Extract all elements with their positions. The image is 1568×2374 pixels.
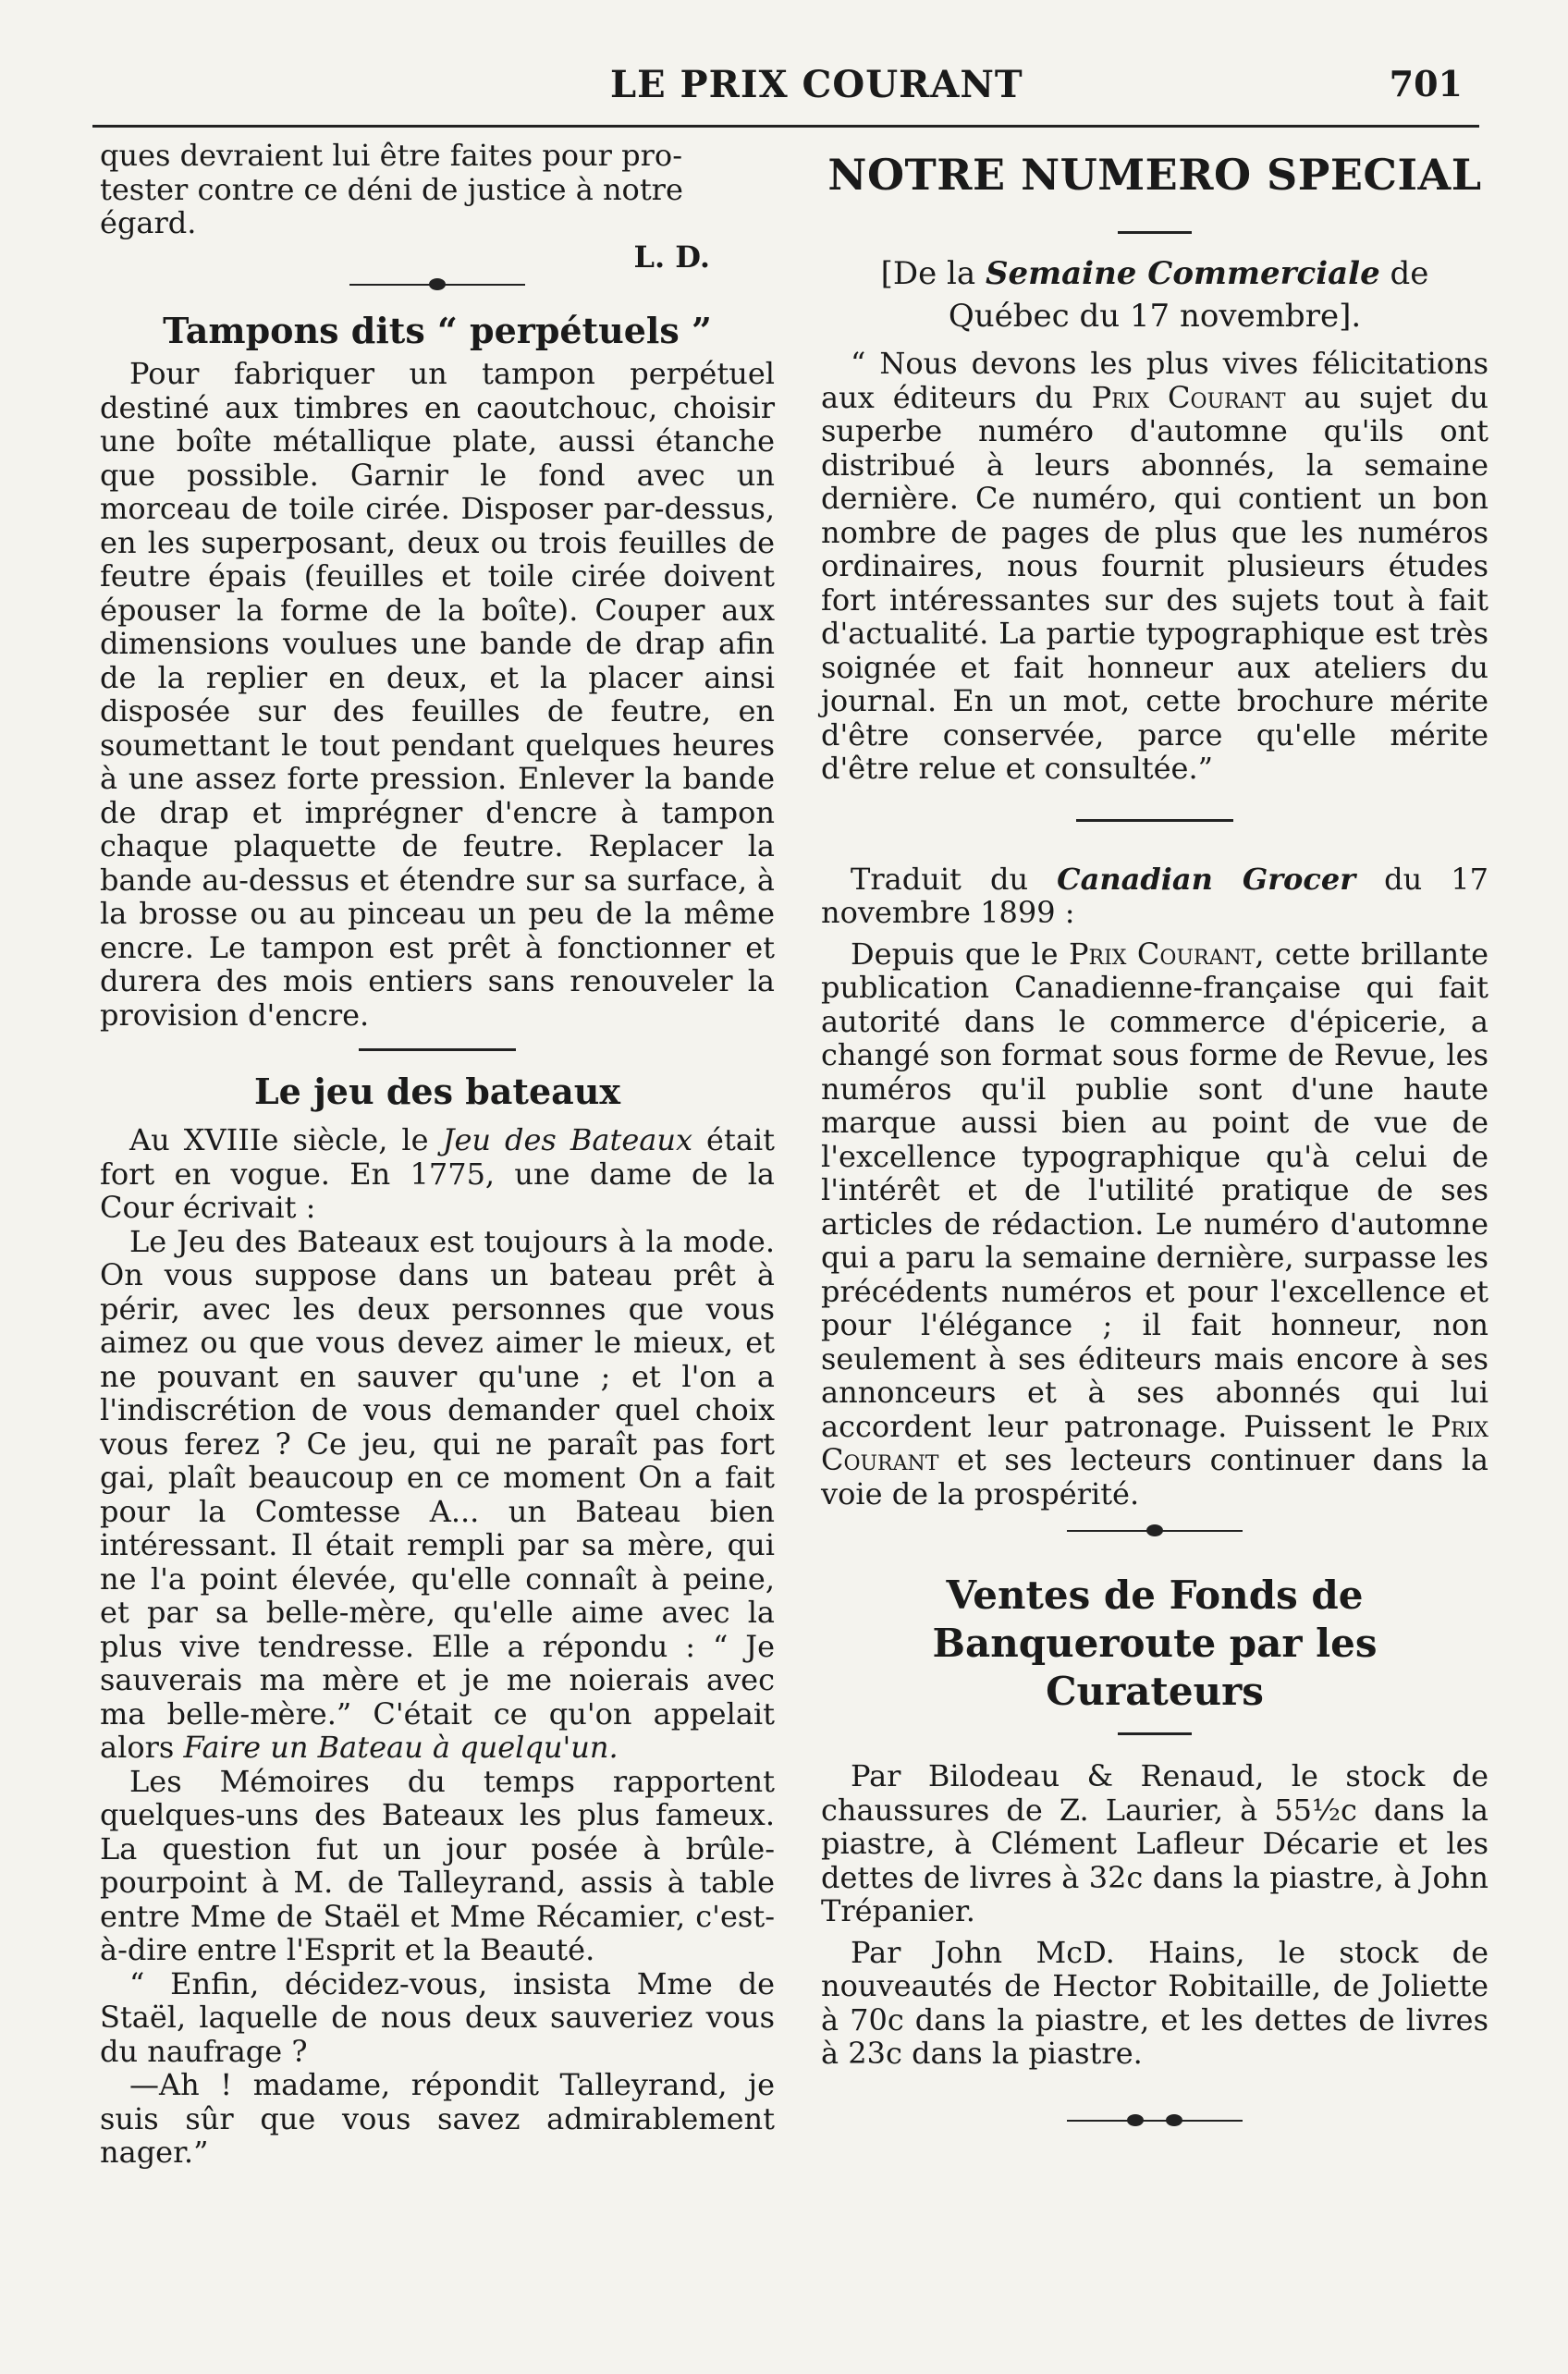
right-column bbox=[821, 139, 1488, 2128]
intro-line-1: ques devraient lui être faites pour pro- bbox=[100, 138, 682, 173]
bateaux-paragraph-3: Les Mémoires du temps rapportent quelques-uns des Bateaux les plus fameux. La question fut un jour posée à brûle-pourpoint à M. de Talleyrand, assis à table entre Mme de Staël et Mme Récamier, c'est-à-dire entre l'Esprit et la Beauté. bbox=[100, 1763, 775, 1967]
intro-line-3: égard. bbox=[100, 205, 197, 240]
bateaux-paragraph-1: Au XVIIIe siècle, le Jeu des Bateaux était fort en vogue. En 1775, une dame de la Cour écrivait : bbox=[100, 1122, 776, 1225]
intro-line-2: tester contre ce déni de justice à notre bbox=[100, 171, 683, 207]
page-number: 701 bbox=[1389, 63, 1463, 104]
ventes-paragraph-2: Par John McD. Hains, le stock de nouveautés de Hector Robitaille, de Joliette à 70c dans la piastre, et les dettes de livres à 23c dans la piastre. bbox=[821, 1934, 1488, 2071]
journal-title: LE PRIX COURANT bbox=[610, 63, 1023, 106]
numero-heading: NOTRE NUMERO SPECIAL bbox=[827, 150, 1482, 200]
ornament-divider bbox=[1067, 1524, 1243, 1538]
ornament-divider bbox=[349, 277, 525, 292]
bateaux-paragraph-5: —Ah ! madame, répondit Talleyrand, je suis sûr que vous savez admirablement nager.” bbox=[100, 2067, 775, 2170]
ventes-heading: Ventes de Fonds de Banqueroute par les Curateurs bbox=[932, 1572, 1378, 1714]
numero-quote: “ Nous devons les plus vives félicitations aux éditeurs du Prix Courant au sujet du superbe numéro d'automne qu'ils ont distribué à leurs abonnés, la semaine dernière. Ce numéro, qui contient un bon nombre de pages de plus que les numéros ordinaires, nous fournit plusieurs études fort intéressantes sur des sujets tout à fait d'actualité. La partie typographique est très soignée et fait honneur aux ateliers du journal. En un mot, cette brochure mérite d'être conservée, parce qu'elle mérite d'être relue et consultée.” bbox=[821, 346, 1489, 786]
page-header bbox=[92, 57, 1479, 113]
header-rule bbox=[92, 125, 1479, 128]
canadian-grocer-source: Traduit du Canadian Grocer du 17 novembre 1899 : bbox=[821, 861, 1489, 930]
left-column bbox=[100, 139, 775, 2170]
numero-source: [De la Semaine Commerciale de Québec du 17 novembre]. bbox=[880, 255, 1429, 335]
short-rule bbox=[1118, 231, 1192, 234]
bateaux-paragraph-2: Le Jeu des Bateaux est toujours à la mode. On vous suppose dans un bateau prêt à périr, avec les deux personnes que vous aimez ou que vous devez aimer le mieux, et ne pouvant en sauver qu'une ; et l'on a l'indiscrétion de vous demander quel choix vous ferez ? Ce jeu, qui ne paraît pas fort gai, plaît beaucoup en ce moment On a fait pour la Comtesse A... un Bateau bien intéressant. Il était rempli par sa mère, qui ne l'a point élevée, qu'elle connaît à peine, et par sa belle-mère, qu'elle aime avec la plus vive tendresse. Elle a répondu : “ Je sauverais ma mère et je me noierais avec ma belle-mère.” C'était ce qu'on appelait alors Faire un Bateau à quelqu'un. bbox=[100, 1223, 775, 1765]
ornament-end bbox=[1067, 2113, 1243, 2128]
bateaux-paragraph-4: “ Enfin, décidez-vous, insista Mme de Staël, laquelle de nous deux sauveriez vous du naufrage ? bbox=[100, 1965, 775, 2069]
tampons-body: Pour fabriquer un tampon perpétuel destiné aux timbres en caoutchouc, choisir une boîte métallique plate, aussi étanche que possible. Garnir le fond avec un morceau de toile cirée. Disposer par-dessus, en les superposant, deux ou trois feuilles de feutre épais (feuilles et toile cirée doivent épouser la forme de la boîte). Couper aux dimensions voulues une bande de drap afin de la replier en deux, et la placer ainsi disposée sur des feuilles de feutre, en soumettant le tout pendant quelques heures à une assez forte pression. Enlever la bande de drap et imprégner d'encre à tampon chaque plaquette de feutre. Replacer la bande au-dessus et étendre sur sa surface, à la brosse ou au pinceau un peu de la même encre. Le tampon est prêt à fonctionner et durera des mois entiers sans renouveler la provision d'encre. bbox=[100, 356, 775, 1033]
bateaux-heading: Le jeu des bateaux bbox=[253, 1071, 621, 1112]
ventes-paragraph-1: Par Bilodeau & Renaud, le stock de chaussures de Z. Laurier, à 55½c dans la piastre, à Clément Lafleur Décarie et les dettes de livres à 32c dans la piastre, à John Trépanier. bbox=[821, 1758, 1488, 1928]
short-rule bbox=[1118, 1732, 1192, 1735]
intro-signature: L. D. bbox=[633, 239, 710, 275]
section-rule bbox=[359, 1048, 516, 1051]
canadian-grocer-translation: Depuis que le Prix Courant, cette brillante publication Canadienne-française qui fait autorité dans le commerce d'épicerie, a changé son format sous forme de Revue, les numéros qu'il publie sont d'une haute marque aussi bien au point de vue de l'excellence typographique qu'à celui de l'intérêt et de l'utilité pratique de ses articles de rédaction. Le numéro d'automne qui a paru la semaine dernière, surpasse les précédents numéros et pour l'excellence et pour l'élégance ; il fait honneur, non seulement à ses éditeurs mais encore à ses annonceurs et à ses abonnés qui lui accordent leur patronage. Puissent le Prix Courant et ses lecteurs continuer dans la voie de la prospérité. bbox=[821, 936, 1488, 1511]
section-rule bbox=[1076, 819, 1233, 822]
tampons-heading: Tampons dits “ perpétuels ” bbox=[163, 310, 712, 351]
